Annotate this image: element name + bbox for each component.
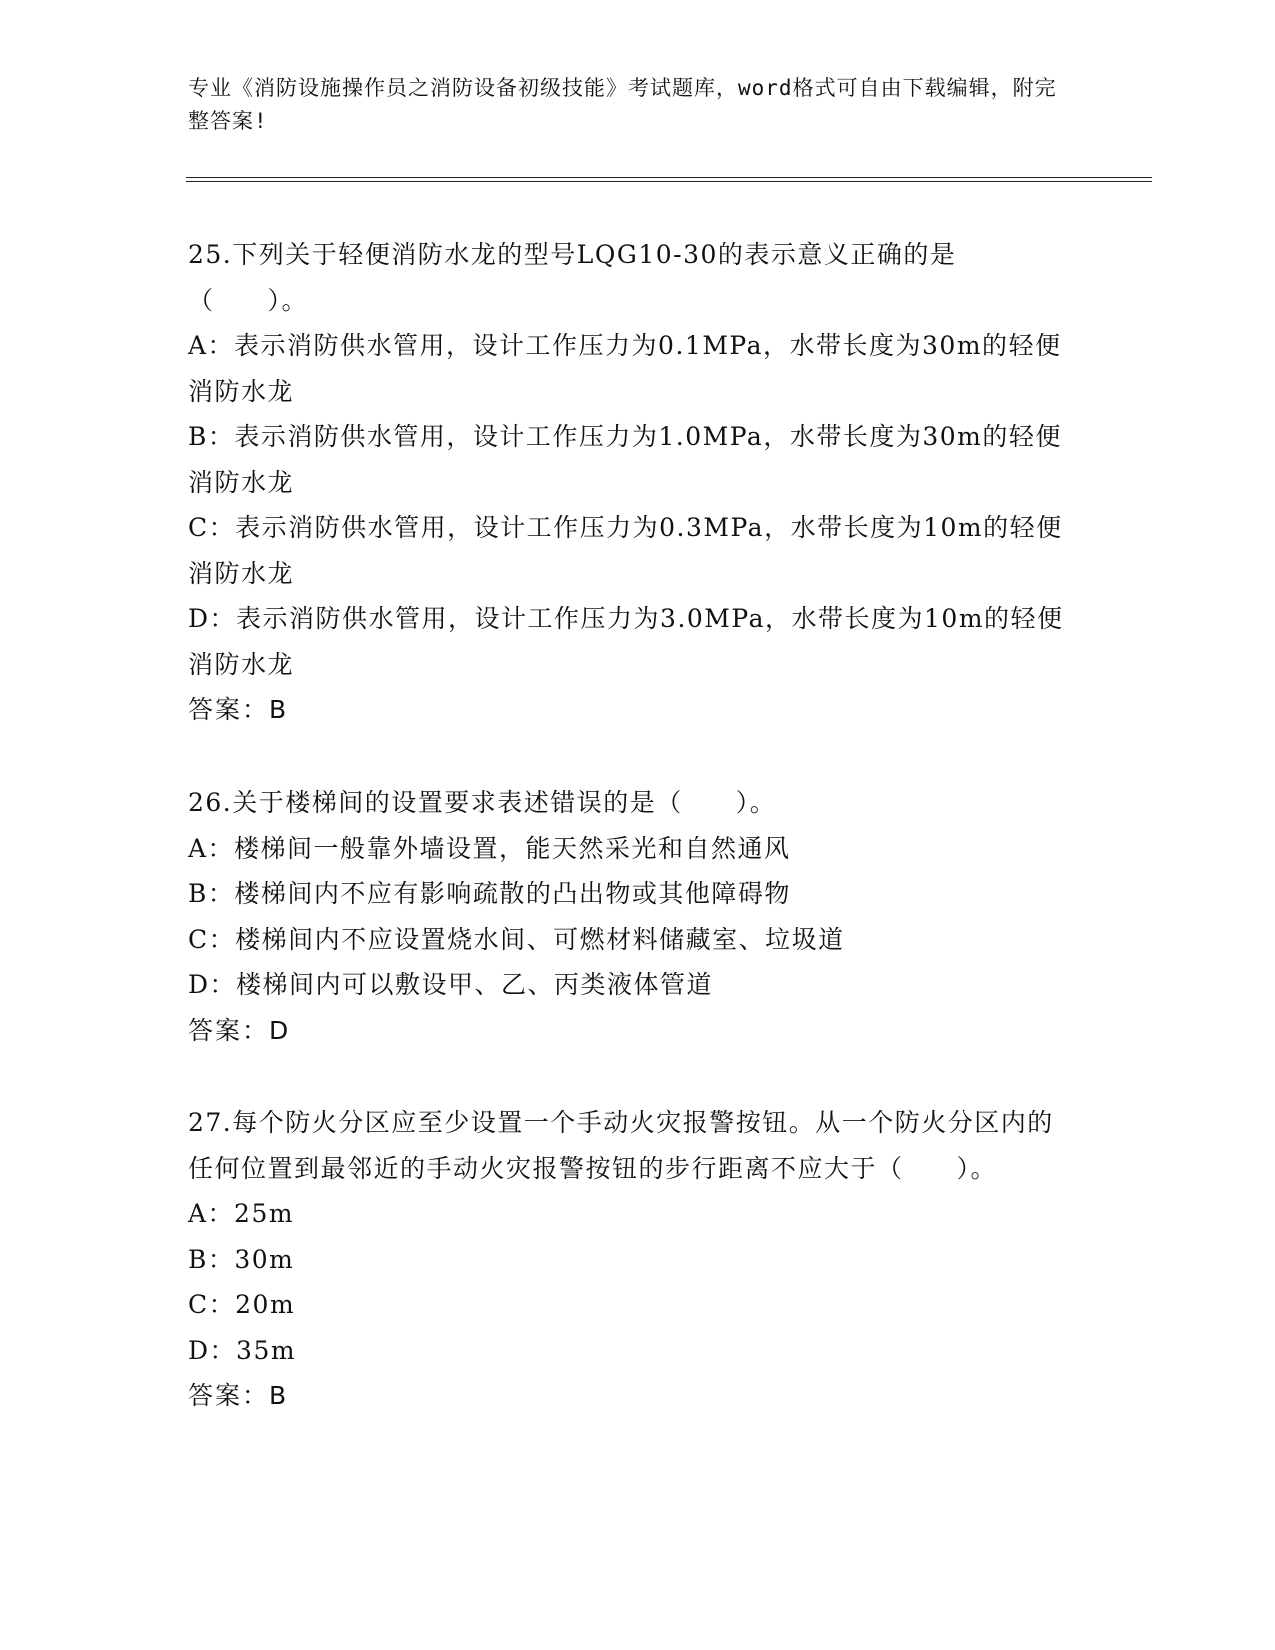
option-d: D：楼梯间内可以敷设甲、乙、丙类液体管道 <box>188 970 714 999</box>
question-stem: 25.下列关于轻便消防水龙的型号LQG10-30的表示意义正确的是（ ）。 <box>188 240 957 315</box>
document-header: 专业《消防设施操作员之消防设备初级技能》考试题库，word格式可自由下载编辑，附完整答案! <box>188 76 1057 133</box>
option-a: A：25m <box>188 1199 295 1228</box>
answer: 答案：B <box>188 695 289 724</box>
option-c: C：楼梯间内不应设置烧水间、可燃材料储藏室、垃圾道 <box>188 924 845 954</box>
option-a: A：表示消防供水管用，设计工作压力为0.1MPa，水带长度为30m的轻便消防水龙 <box>188 331 1062 406</box>
option-c: C：表示消防供水管用，设计工作压力为0.3MPa，水带长度为10m的轻便消防水龙 <box>188 513 1063 588</box>
question-26 <box>188 780 1068 1053</box>
header-divider-bottom <box>186 181 1152 182</box>
option-a: A：楼梯间一般靠外墙设置，能天然采光和自然通风 <box>188 833 791 863</box>
option-d: D：35m <box>188 1335 297 1365</box>
question-stem: 27.每个防火分区应至少设置一个手动火灾报警按钮。从一个防火分区内的任何位置到最邻近的手动火灾报警按钮的步行距离不应大于（ ）。 <box>188 1108 1054 1183</box>
option-b: B：表示消防供水管用，设计工作压力为1.0MPa，水带长度为30m的轻便消防水龙 <box>188 422 1062 497</box>
question-27 <box>188 1100 1068 1419</box>
question-25 <box>188 232 1068 733</box>
option-d: D：表示消防供水管用，设计工作压力为3.0MPa，水带长度为10m的轻便消防水龙 <box>188 604 1064 679</box>
answer: 答案：B <box>188 1381 289 1410</box>
option-b: B：30m <box>188 1244 295 1274</box>
header-divider-top <box>186 177 1152 178</box>
question-stem: 26.关于楼梯间的设置要求表述错误的是（ ）。 <box>188 788 777 817</box>
option-c: C：20m <box>188 1290 296 1319</box>
option-b: B：楼梯间内不应有影响疏散的凸出物或其他障碍物 <box>188 879 791 908</box>
answer: 答案：D <box>188 1015 291 1045</box>
